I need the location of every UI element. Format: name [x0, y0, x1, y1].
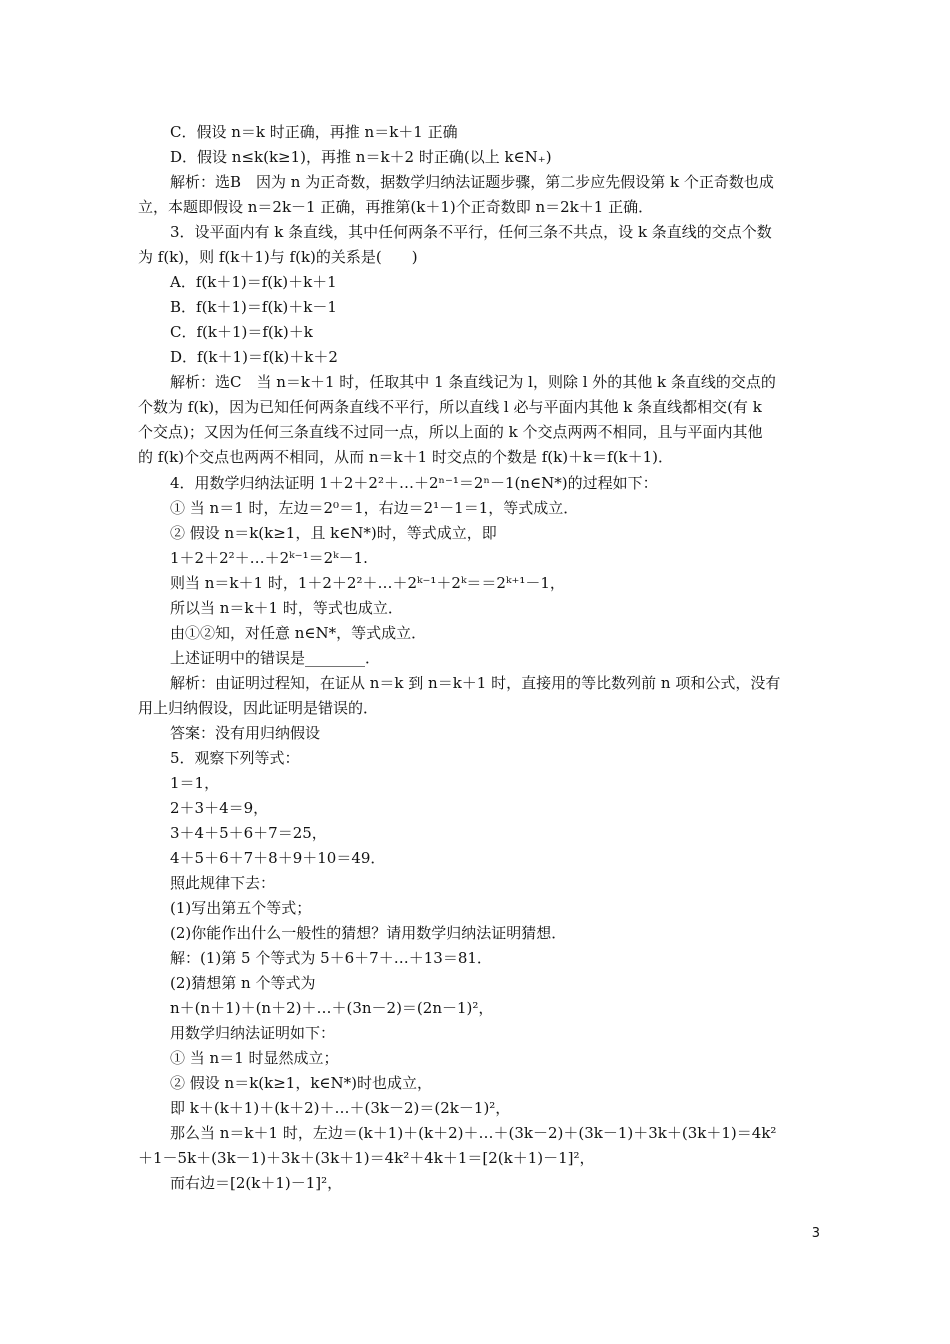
text-line: 用数学归纳法证明如下：: [170, 1024, 336, 1042]
text-line: 4＋5＋6＋7＋8＋9＋10＝49．: [170, 849, 386, 867]
text-line: ① 当 n＝1 时，左边＝2⁰＝1，右边＝2¹－1＝1，等式成立．: [170, 499, 579, 517]
text-line: 为 f(k)，则 f(k＋1)与 f(k)的关系是( ): [138, 248, 418, 266]
text-line: n＋(n＋1)＋(n＋2)＋…＋(3n－2)＝(2n－1)²，: [170, 999, 494, 1017]
text-line: 照此规律下去：: [170, 874, 276, 892]
text-line: 立，本题即假设 n＝2k－1 正确，再推第(k＋1)个正奇数即 n＝2k＋1 正确．: [138, 198, 654, 216]
text-line: 解析：由证明过程知，在证从 n＝k 到 n＝k＋1 时，直接用的等比数列前 n 项和公式，没有: [170, 674, 781, 692]
text-line: 的 f(k)个交点也两两不相同，从而 n＝k＋1 时交点的个数是 f(k)＋k＝f(k＋1)．: [138, 448, 674, 466]
text-line: 解析：选C 当 n＝k＋1 时，任取其中 1 条直线记为 l，则除 l 外的其他 k 条直线的交点的: [170, 373, 776, 391]
text-line: 则当 n＝k＋1 时，1＋2＋2²＋…＋2ᵏ⁻¹＋2ᵏ＝＝2ᵏ⁺¹－1，: [170, 574, 565, 592]
text-line: 3．设平面内有 k 条直线，其中任何两条不平行，任何三条不共点，设 k 条直线的交点个数: [170, 223, 772, 241]
text-line: 解析：选B 因为 n 为正奇数，据数学归纳法证题步骤，第二步应先假设第 k 个正奇数也成: [170, 173, 774, 191]
text-line: D．f(k＋1)＝f(k)＋k＋2: [170, 348, 338, 366]
text-line: ① 当 n＝1 时显然成立；: [170, 1049, 339, 1067]
text-line: (1)写出第五个等式；: [170, 899, 312, 917]
text-line: 而右边＝[2(k＋1)－1]²，: [170, 1174, 343, 1192]
text-line: 个数为 f(k)，因为已知任何两条直线不平行，所以直线 l 必与平面内其他 k 条直线都相交(有 k: [138, 398, 762, 416]
text-line: B．f(k＋1)＝f(k)＋k－1: [170, 298, 337, 316]
text-line: 即 k＋(k＋1)＋(k＋2)＋…＋(3k－2)＝(2k－1)²，: [170, 1099, 511, 1117]
text-line: ＋1－5k＋(3k－1)＋3k＋(3k＋1)＝4k²＋4k＋1＝[2(k＋1)－1]²，: [138, 1149, 595, 1167]
text-line: C．假设 n＝k 时正确，再推 n＝k＋1 正确: [170, 123, 458, 141]
text-line: 用上归纳假设，因此证明是错误的．: [138, 699, 379, 717]
text-line: 5．观察下列等式：: [170, 749, 300, 767]
text-line: 那么当 n＝k＋1 时，左边＝(k＋1)＋(k＋2)＋…＋(3k－2)＋(3k－1)＋3k＋(3k＋1)＝4k²: [170, 1124, 777, 1142]
text-line: 解：(1)第 5 个等式为 5＋6＋7＋…＋13＝81．: [170, 949, 492, 967]
text-line: ② 假设 n＝k(k≥1，k∈N*)时也成立，: [170, 1074, 433, 1092]
page-number: 3: [811, 1226, 820, 1241]
text-line: 所以当 n＝k＋1 时，等式也成立．: [170, 599, 403, 617]
text-line: 上述证明中的错误是________．: [170, 649, 381, 667]
text-line: 1＝1，: [170, 774, 220, 792]
text-line: C．f(k＋1)＝f(k)＋k: [170, 323, 313, 341]
text-line: 个交点)；又因为任何三条直线不过同一点，所以上面的 k 个交点两两不相同，且与平面内其他: [138, 423, 763, 441]
text-line: 答案：没有用归纳假设: [170, 724, 321, 742]
text-line: 1＋2＋2²＋…＋2ᵏ⁻¹＝2ᵏ－1.: [170, 549, 368, 567]
text-line: A．f(k＋1)＝f(k)＋k＋1: [170, 273, 337, 291]
text-line: ② 假设 n＝k(k≥1，且 k∈N*)时，等式成立，即: [170, 524, 497, 542]
text-line: 3＋4＋5＋6＋7＝25，: [170, 824, 327, 842]
text-line: D．假设 n≤k(k≥1)，再推 n＝k＋2 时正确(以上 k∈N₊): [170, 148, 552, 166]
text-line: 由①②知，对任意 n∈N*，等式成立．: [170, 624, 427, 642]
text-line: (2)你能作出什么一般性的猜想？请用数学归纳法证明猜想．: [170, 924, 567, 942]
text-line: 2＋3＋4＝9，: [170, 799, 269, 817]
text-line: 4．用数学归纳法证明 1＋2＋2²＋…＋2ⁿ⁻¹＝2ⁿ－1(n∈N*)的过程如下：: [170, 474, 658, 492]
text-line: (2)猜想第 n 个等式为: [170, 974, 316, 992]
